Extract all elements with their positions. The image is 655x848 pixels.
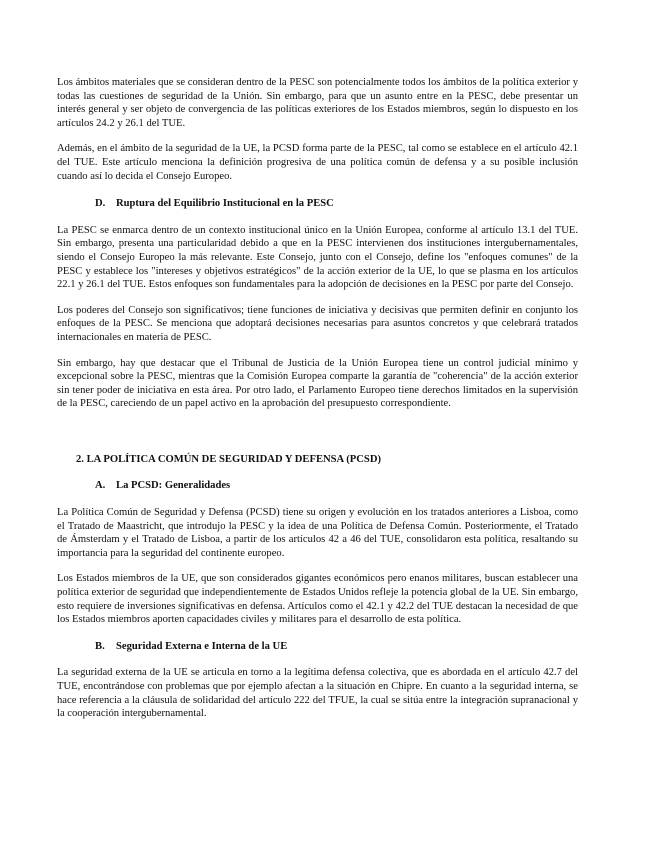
heading-d-ruptura-equilibrio: [57, 197, 578, 211]
heading-a-title: La PCSD: Generalidades: [116, 480, 231, 492]
heading-b-marker: B.: [95, 640, 105, 652]
paragraph-estados-miembros: Los Estados miembros de la UE, que son considerados gigantes económicos pero enanos militares, buscan establecer una política exterior de seguridad que independientemente de Estados Unidos refleje la potencia global de la UE. Sin embargo, esto requiere de inversiones significativas en defensa. Artículos como el 42.1 y 42.2 del TUE destacan la necesidad de que los Estados miembros aporten capacidades civiles y militares para el desarrollo de esta política.: [57, 573, 578, 626]
paragraph-seguridad-externa-interna: La seguridad externa de la UE se articula en torno a la legítima defensa colectiva, que es abordada en el artículo 42.7 del TUE, encontrándose con problemas que por ejemplo afectan a la situación en Chipre. En cuanto a la seguridad interna, se hace referencia a la cláusula de solidaridad del artículo 222 del TFUE, la cual se sitúa entre la integración supranacional y la cooperación intergubernamental.: [57, 667, 578, 720]
heading-d-title: Ruptura del Equilibrio Institucional en la PESC: [116, 198, 334, 210]
paragraph-origen-pcsd: La Política Común de Seguridad y Defensa (PCSD) tiene su origen y evolución en los tratados anteriores a Lisboa, como el Tratado de Maastricht, que introdujo la PESC y la idea de una Política de Defensa Común. Posteriormente, el Tratado de Ámsterdam y el Tratado de Lisboa, a partir de los artículos 42 a 46 del TUE, consolidaron esta política, resaltando su importancia para la seguridad del continente europeo.: [57, 507, 578, 559]
heading-b-title: Seguridad Externa e Interna de la UE: [116, 640, 288, 652]
paragraph-poderes-consejo: Los poderes del Consejo son significativos; tiene funciones de iniciativa y decisivas que permiten definir en conjunto los enfoques de la PESC. Se menciona que adoptará decisiones necesarias para asuntos concretos y que celebrará tratados internacionales en materia de PESC.: [57, 304, 578, 343]
section-heading-pcsd: 2. LA POLÍTICA COMÚN DE SEGURIDAD Y DEFENSA (PCSD): [76, 453, 381, 465]
paragraph-contexto-institucional: La PESC se enmarca dentro de un contexto institucional único en la Unión Europea, conforme al artículo 13.1 del TUE. Sin embargo, presenta una particularidad debido a que en la PESC intervienen dos instituciones intergubernamentales, siendo el Consejo Europeo la más relevante. Este Consejo, junto con el Consejo, define los "enfoques comunes" de la PESC y establece los "intereses y objetivos estratégicos" de la acción exterior de la UE, lo que se plasma en los artículos 22.1 y 26.1 del TUE. Estos enfoques son fundamentales para la adopción de decisiones en la PESC por parte del Consejo.: [57, 224, 578, 291]
document-page: [57, 76, 578, 721]
paragraph-tribunal-justicia: Sin embargo, hay que destacar que el Tribunal de Justicia de la Unión Europea tiene un control judicial mínimo y excepcional sobre la PESC, mientras que la Comisión Europea comparte la garantía de "coherencia" de la acción exterior sin tener poder de iniciativa en esta área. Por otro lado, el Parlamento Europeo tiene derechos limitados en la supervisión de la PESC, careciendo de un papel activo en la aprobación del presupuesto correspondiente.: [57, 357, 578, 410]
paragraph-pesc-ambitos: Los ámbitos materiales que se consideran dentro de la PESC son potencialmente todos los ámbitos de la política exterior y todas las cuestiones de seguridad de la Unión. Sin embargo, para que un asunto entre en la PESC, debe presentar un interés general y ser objeto de convergencia de las políticas exteriores de los Estados miembros, según lo dispuesto en los artículos 24.2 y 26.1 del TUE.: [57, 77, 578, 129]
heading-a-generalidades: [57, 479, 578, 493]
heading-b-seguridad: [57, 640, 578, 654]
paragraph-pcsd-parte-pesc: Además, en el ámbito de la seguridad de la UE, la PCSD forma parte de la PESC, tal como se establece en el artículo 42.1 del TUE. Este artículo menciona la definición progresiva de una política común de defensa y a su posible inclusión cuando así lo decida el Consejo Europeo.: [57, 143, 578, 182]
heading-a-marker: A.: [95, 480, 106, 492]
heading-d-marker: D.: [95, 198, 106, 210]
